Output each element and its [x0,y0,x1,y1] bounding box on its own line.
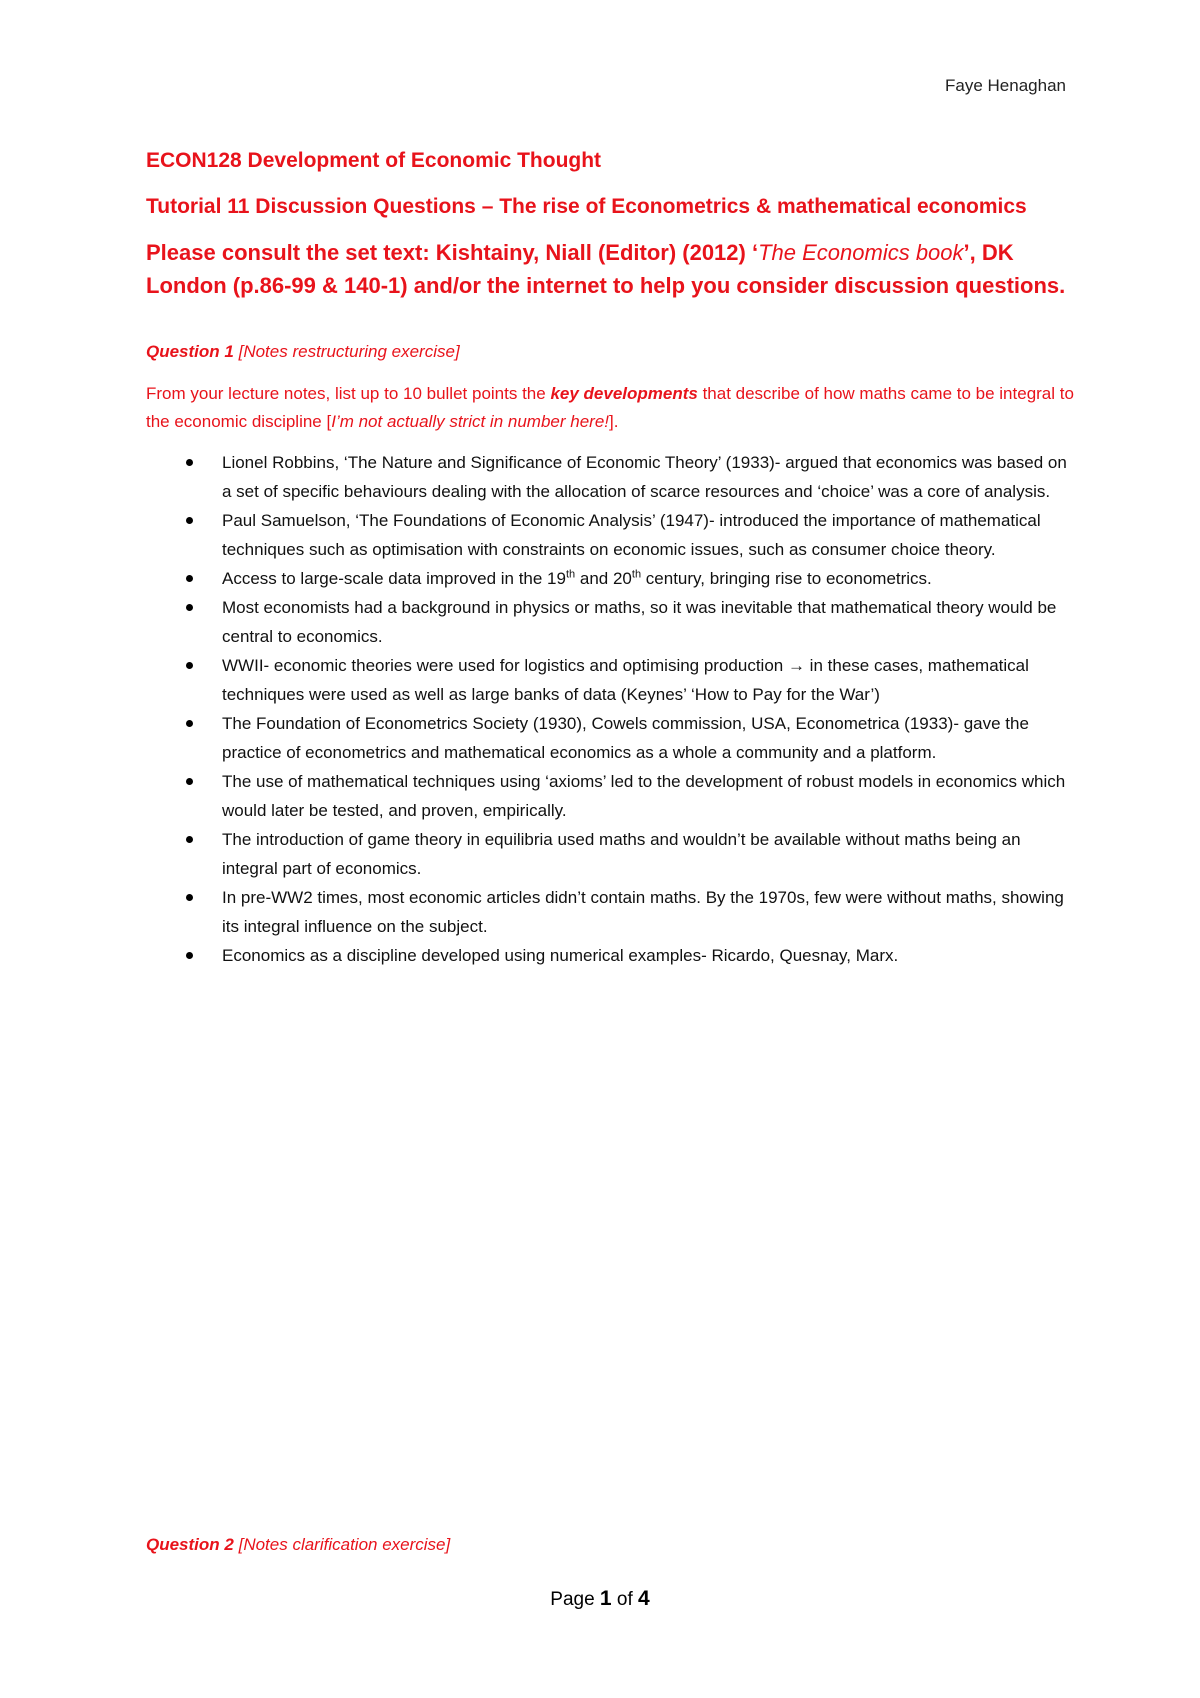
footer-of-word: of [616,1589,633,1610]
footer-page-word: Page [550,1589,595,1610]
bullet-dot-icon [186,459,193,466]
intro-prefix: From your lecture notes, list up to 10 bullet points the [146,384,551,403]
question-2-label: Question 2 [146,1535,234,1554]
consult-instructions [146,236,1076,302]
list-item: Lionel Robbins, ‘The Nature and Significance of Economic Theory’ (1933)- argued that economics was based on a set of specific behaviours dealing with the allocation of scarce resources and ‘choice’ was a core of analysis. [146,448,1076,506]
bullet-dot-icon [186,575,193,582]
question-1-heading [146,340,1076,364]
bullet-dot-icon [186,952,193,959]
list-item: Access to large-scale data improved in the 19th and 20th century, bringing rise to econometrics. [146,564,1076,593]
bullet-dot-icon [186,604,193,611]
course-title: ECON128 Development of Economic Thought [146,149,602,172]
question-2-subtitle: [Notes clarification exercise] [238,1535,451,1554]
page-footer [0,1587,1200,1611]
list-item: The introduction of game theory in equilibria used maths and wouldn’t be available without maths being an integral part of economics. [146,825,1076,883]
footer-page-total: 4 [638,1587,650,1610]
question-1-intro [146,380,1076,436]
bullet-dot-icon [186,720,193,727]
list-item: Economics as a discipline developed using numerical examples- Ricardo, Quesnay, Marx. [146,941,1076,970]
intro-key-developments: key developments [550,384,698,403]
bullet-dot-icon [186,517,193,524]
footer-page-number: 1 [599,1587,612,1610]
consult-suffix: ’, DK London (p.86-99 & 140-1) and/or the internet to help you consider discussion questions. [146,240,1066,298]
key-developments-list [146,448,1076,970]
list-item: WWII- economic theories were used for logistics and optimising production → in these cases, mathematical techniques were used as well as large banks of data (Keynes’ ‘How to Pay for the War’) [146,651,1076,709]
intro-mid: that describe of how maths came to be integral to the economic discipline [ [146,384,1074,431]
bullet-dot-icon [186,662,193,669]
bullet-dot-icon [186,778,193,785]
main-content [146,146,1076,970]
list-item: Most economists had a background in physics or maths, so it was inevitable that mathematical theory would be central to economics. [146,593,1076,651]
consult-prefix: Please consult the set text: Kishtainy, Niall (Editor) (2012) ‘ [146,240,759,265]
list-item: In pre-WW2 times, most economic articles didn’t contain maths. By the 1970s, few were without maths, showing its integral influence on the subject. [146,883,1076,941]
list-item: The use of mathematical techniques using ‘axioms’ led to the development of robust models in economics which would later be tested, and proven, empirically. [146,767,1076,825]
header-author: Faye Henaghan [945,76,1066,95]
question-1-subtitle: [Notes restructuring exercise] [238,342,460,361]
list-item: Paul Samuelson, ‘The Foundations of Economic Analysis’ (1947)- introduced the importance of mathematical techniques such as optimisation with constraints on economic issues, such as consumer choice theory. [146,506,1076,564]
intro-suffix: ]. [609,412,619,431]
consult-book-title: The Economics book [758,240,964,265]
question-2-heading [146,1533,450,1557]
bullet-dot-icon [186,894,193,901]
question-1-label: Question 1 [146,342,234,361]
tutorial-title: Tutorial 11 Discussion Questions – The rise of Econometrics & mathematical economics [146,195,1027,218]
bullet-dot-icon [186,836,193,843]
list-item: The Foundation of Econometrics Society (1930), Cowels commission, USA, Econometrica (1933)- gave the practice of econometrics and mathematical economics as a whole a community and a platform. [146,709,1076,767]
intro-italic-note: I’m not actually strict in number here! [331,412,609,431]
